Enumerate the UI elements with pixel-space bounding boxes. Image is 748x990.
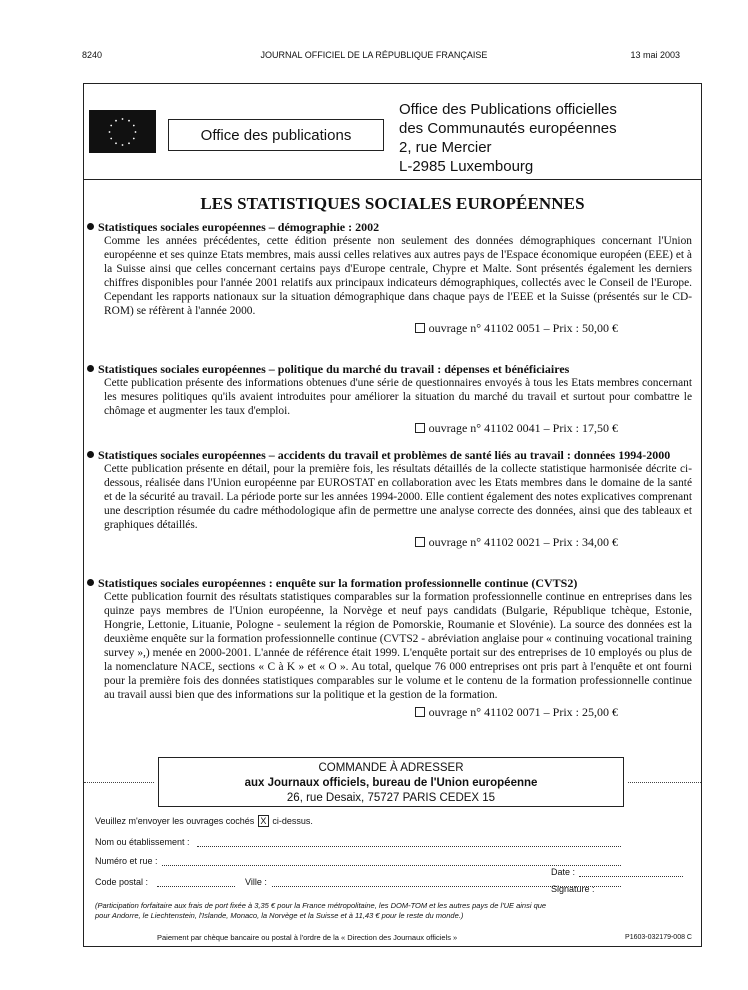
publication-item (87, 220, 692, 335)
address-line: Office des Publications officielles (399, 101, 617, 118)
order-checkbox[interactable] (415, 537, 425, 547)
divider (628, 782, 701, 783)
address-line: 2, rue Mercier (399, 139, 492, 156)
street-field[interactable] (162, 865, 621, 866)
address-line: L-2985 Luxembourg (399, 158, 534, 175)
order-checkbox[interactable] (415, 323, 425, 333)
journal-title: JOURNAL OFFICIEL DE LA RÉPUBLIQUE FRANÇAISE (260, 50, 488, 60)
shipping-note: (Participation forfaitaire aux frais de port fixée à 3,35 € pour la France métropolitaine, les DOM-TOM et les autres pays de l'UE ainsi que pour Andorre, le Liechtenstein, l'Islande, Monaco, la Norvège et la Suisse et à 11,43 € pour le reste du monde.) (95, 901, 547, 920)
divider (84, 782, 154, 783)
publication-title: Statistiques sociales européennes – accidents du travail et problèmes de santé liés au travail : données 1994-2000 (98, 448, 671, 462)
publication-ref: ouvrage n° 41102 0021 – Prix : 34,00 € (428, 535, 618, 549)
publication-ref: ouvrage n° 41102 0071 – Prix : 25,00 € (428, 705, 618, 719)
publisher-address (399, 100, 617, 176)
date-field[interactable] (579, 876, 683, 877)
street-label: Numéro et rue : (95, 856, 158, 866)
city-label: Ville : (245, 877, 267, 887)
checked-box-icon: X (258, 815, 269, 827)
bullet-icon (87, 365, 94, 372)
bullet-icon (87, 451, 94, 458)
order-street: 26, rue Desaix, 75727 PARIS CEDEX 15 (286, 792, 496, 804)
office-label: Office des publications (168, 119, 384, 151)
order-checkbox[interactable] (415, 423, 425, 433)
address-line: des Communautés européennes (399, 120, 617, 137)
order-recipient: aux Journaux officiels, bureau de l'Union européenne (244, 777, 538, 789)
publication-description: Cette publication présente des informations obtenues d'une série de questionnaires envoyés à tous les Etats membres concernant les mesures politiques qu'ils avaient introduites pour améliorer la situation du marché du travail et surtout pour combattre le chômage et augmenter les taux d'emploi. (104, 377, 692, 417)
bullet-icon (87, 223, 94, 230)
postcode-label: Code postal : (95, 877, 149, 887)
publication-item (87, 448, 692, 549)
name-field[interactable] (197, 846, 621, 847)
publication-item (87, 576, 692, 719)
publication-description: Cette publication présente en détail, pour la première fois, les résultats détaillés de la collecte statistique harmonisée décrite ci-dessous, réalisée dans l'Union européenne par EUROSTAT en collaboration avec les Etats membres dans le domaine de la santé et de la sécurité au travail. La période porte sur les années 1994-2000. Elle contient également des notes explicatives comprenant une description résumée du cadre méthodologique afin de permettre une analyse correcte des données, ainsi que des tableaux et graphiques détaillés. (104, 463, 692, 531)
publisher-banner (84, 84, 701, 180)
advertisement-frame (83, 83, 702, 947)
name-label: Nom ou établissement : (95, 837, 190, 847)
order-checkbox[interactable] (415, 707, 425, 717)
order-address-box (158, 757, 624, 807)
publication-description: Comme les années précédentes, cette édition présente non seulement des données démographiques concernant l'Union européenne et ses quinze Etats membres, mais aussi celles relatives aux autres pays de l'Espace économique européen (EEE) et à la Suisse ainsi que celles concernant certains pays d'Europe centrale, Chypre et Malte. Sont présentés également les derniers chiffres disponibles pour l'année 2001 relatifs aux principaux indicateurs démographiques, collectés avec le Conseil de l'Europe. Cependant les rapports nationaux sur la situation démographique dans chaque pays de l'EEE et la Suisse (présentés sur le CD-ROM) se réfèrent à l'année 2000. (104, 235, 692, 317)
order-heading: COMMANDE À ADRESSER (318, 762, 464, 774)
signature-label: Signature : (551, 884, 595, 894)
bullet-icon (87, 579, 94, 586)
main-title: LES STATISTIQUES SOCIALES EUROPÉENNES (200, 194, 585, 213)
publication-title: Statistiques sociales européennes – politique du marché du travail : dépenses et bénéficiaires (98, 362, 570, 376)
publication-title: Statistiques sociales européennes : enquête sur la formation professionnelle continue (CVTS2) (98, 576, 578, 590)
date-label: Date : (551, 867, 576, 877)
publication-ref: ouvrage n° 41102 0041 – Prix : 17,50 € (428, 421, 618, 435)
postcode-field[interactable] (157, 886, 235, 887)
publication-title: Statistiques sociales européennes – démographie : 2002 (98, 220, 380, 234)
order-instruction: Veuillez m'envoyer les ouvrages cochés X ci-dessus. (95, 816, 313, 826)
publication-description: Cette publication fournit des résultats statistiques comparables sur la formation professionnelle continue en entreprises dans les quinze pays membres de l'Union européenne, la Norvège et neuf pays candidats (Bulgarie, République tchèque, Estonie, Hongrie, Lettonie, Lituanie, Pologne - seulement la région de Pomorskie, Roumanie et Slovénie). La source des données est la deuxième enquête sur la formation professionnelle continue (CVTS2 - abréviation anglaise pour « continuing vocational training survey »,) menée en 2000-2001. L'année de référence était 1999. L'enquête portait sur des entreprises de 10 employés ou plus de la nomenclature NACE, sections « C à K » et « O ». Au total, quelque 76 000 entreprises ont pris part à l'enquête et ont fourni pour la première fois des données statistiques comparables sur le volume et le contenu de la formation professionnelle continue au travail aussi bien que des informations sur la politique et la gestion de la formation. (104, 591, 692, 701)
publication-item (87, 362, 692, 435)
issue-date: 13 mai 2003 (630, 50, 680, 60)
reference-code: P1603-032179-008 C (625, 934, 692, 941)
publication-ref: ouvrage n° 41102 0051 – Prix : 50,00 € (428, 321, 618, 335)
page-number: 8240 (82, 50, 103, 60)
eu-flag-icon (89, 110, 156, 153)
payment-note: Paiement par chèque bancaire ou postal à l'ordre de la « Direction des Journaux officiels » (157, 933, 458, 942)
